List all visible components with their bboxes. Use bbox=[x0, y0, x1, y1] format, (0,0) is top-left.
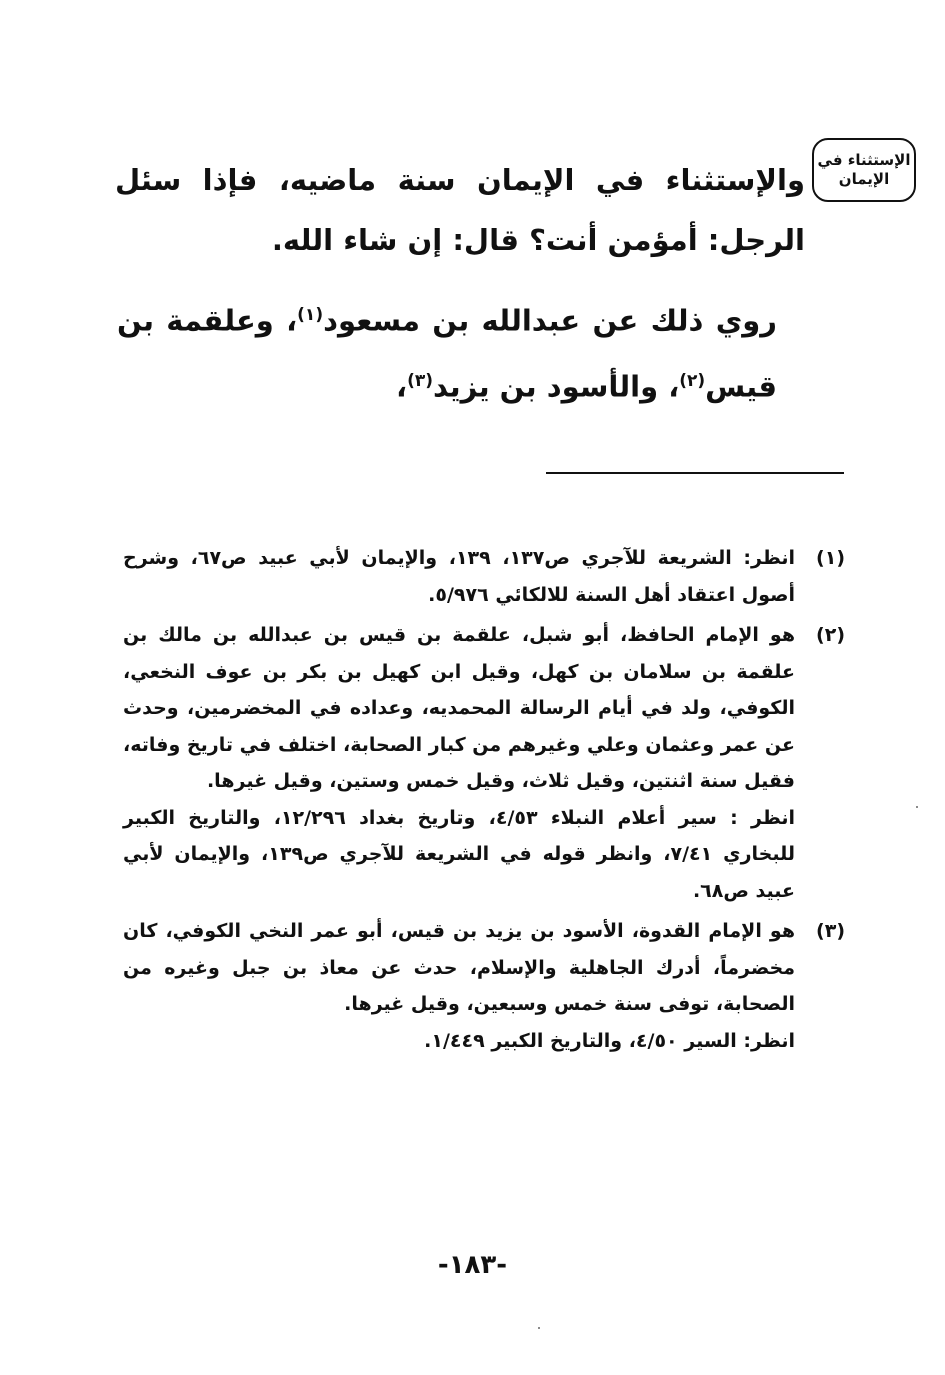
footnote-2 bbox=[123, 617, 845, 909]
footnote-1 bbox=[123, 540, 845, 613]
scan-speck bbox=[538, 1327, 540, 1329]
footnote-text: هو الإمام الحافظ، أبو شبل، علقمة بن قيس بن عبدالله بن مالك بن علقمة بن سلامان بن كهل، وقيل ابن كهيل بن بكر بن عوف النخعي، الكوفي، ولد في أيام الرسالة المحمديه، وعداده في المخضرمين، وحدث عن عمر وعثمان وعلي وغيرهم من كبار الصحابة، اختلف في تاريخ وفاته، فقيل سنة اثنتين، وقيل ثلاث، وقيل خمس وستين، وقيل غيرها. bbox=[123, 624, 795, 792]
footnote-separator bbox=[546, 472, 844, 474]
main-paragraph-2 bbox=[117, 285, 777, 416]
footnote-ref-2[interactable]: (٢) bbox=[679, 370, 706, 391]
footnotes-section bbox=[123, 540, 845, 1063]
main-paragraph-1 bbox=[115, 150, 805, 270]
footnote-number: (٢) bbox=[816, 624, 845, 646]
narration-text-4: ، bbox=[396, 369, 408, 404]
scan-speck bbox=[916, 806, 918, 808]
footnote-source-text: انظر: السير ٤/٥٠، والتاريخ الكبير ١/٤٤٩. bbox=[424, 1029, 795, 1052]
footnote-3 bbox=[123, 913, 845, 1059]
footnote-number: (١) bbox=[816, 547, 845, 569]
footnote-text: انظر: الشريعة للآجري ص١٣٧، ١٣٩، والإيمان لأبي عبيد ص٦٧، وشرح أصول اعتقاد أهل السنة للالكائي ٥/٩٧٦. bbox=[123, 547, 795, 606]
page-number: -١٨٣- bbox=[437, 1250, 508, 1280]
footnote-ref-1[interactable]: (١) bbox=[297, 305, 324, 325]
narration-text-1: روي ذلك عن عبدالله بن مسعود bbox=[323, 303, 777, 338]
footnote-ref-3[interactable]: (٣) bbox=[407, 370, 434, 391]
margin-heading-text: الإستثناء في الإيمان bbox=[817, 151, 911, 188]
narration-text-2: ، وعلقمة بن قيس bbox=[117, 303, 777, 404]
main-paragraph-1-text: والإستثناء في الإيمان سنة ماضيه، فإذا سئل الرجل: أمؤمن أنت؟ قال: إن شاء الله. bbox=[115, 163, 805, 257]
footnote-source-text: انظر : سير أعلام النبلاء ٤/٥٣، وتاريخ بغداد ١٢/٢٩٦، والتاريخ الكبير للبخاري ٧/٤١، وانظر قوله في الشريعة للآجري ص١٣٩، والإيمان لأبي عبيد ص٦٨. bbox=[123, 806, 795, 902]
narration-text-3: ، والأسود بن يزيد bbox=[433, 369, 680, 404]
footnote-number: (٣) bbox=[816, 920, 845, 942]
margin-heading-box bbox=[812, 138, 916, 202]
footnote-text: هو الإمام القدوة، الأسود بن يزيد بن قيس، أبو عمر النخي الكوفي، كان مخضرماً، أدرك الجاهلية والإسلام، حدث عن معاذ بن جبل وغيره من الصحابة، توفى سنة خمس وسبعين، وقيل غيرها. bbox=[123, 920, 795, 1015]
